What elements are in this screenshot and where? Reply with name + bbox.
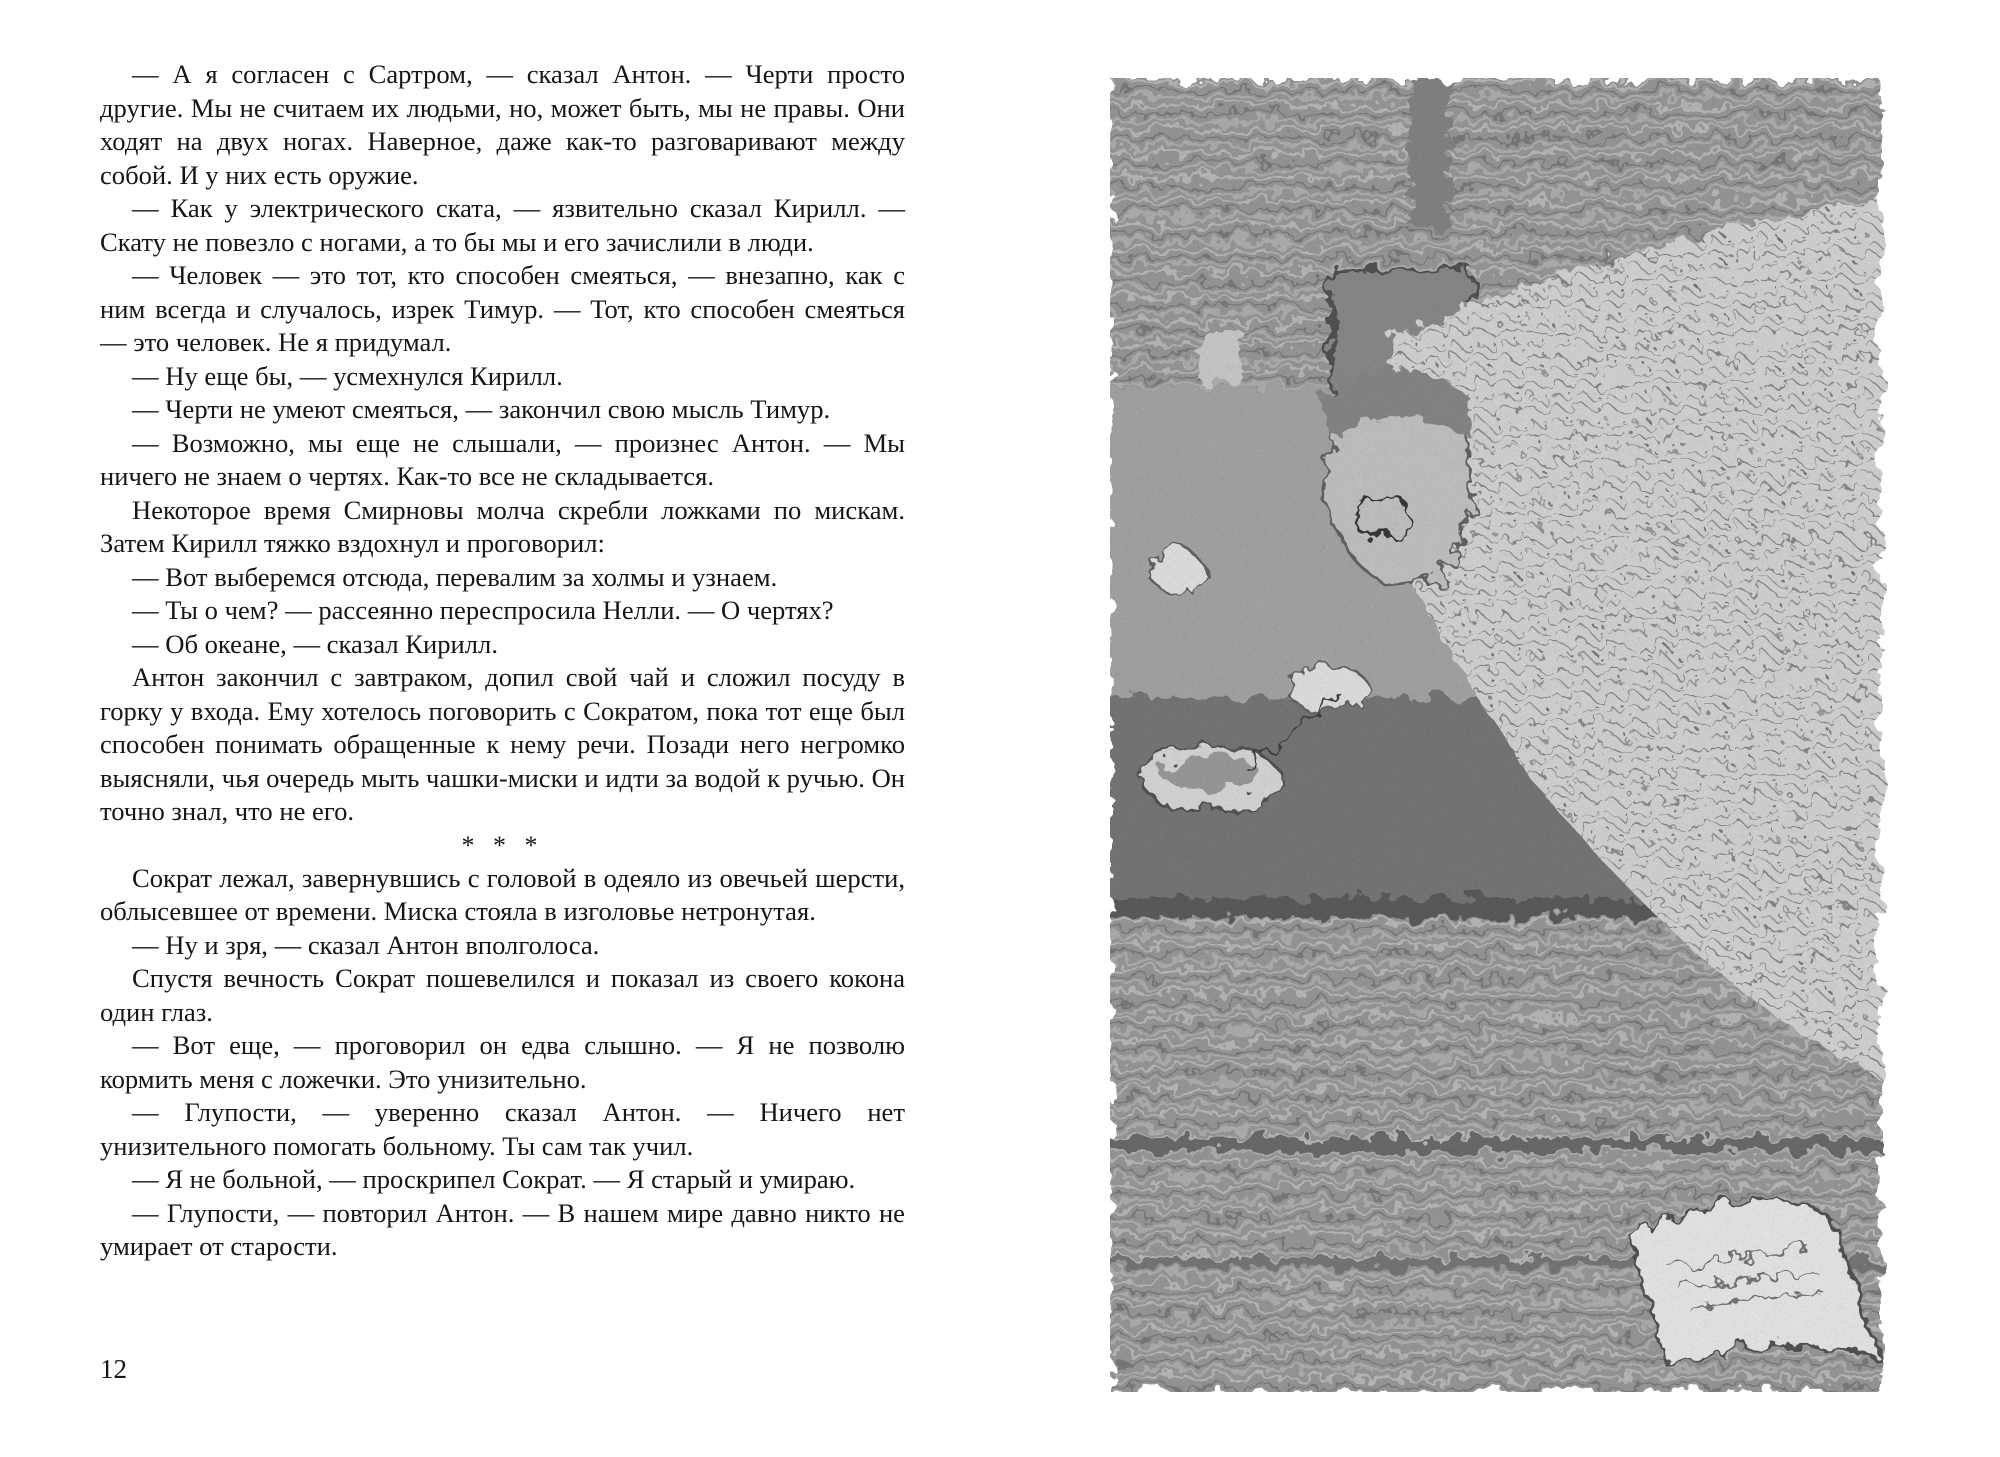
paragraph: — Ну еще бы, — усмехнулся Кирилл. [132, 360, 563, 391]
paragraph: Спустя вечность Сократ пошевелился и показал из своего кокона один глаз. [100, 963, 905, 1027]
paragraph: — Черти не умеют смеяться, — закончил свою мысль Тимур. [132, 394, 831, 424]
paragraph: — Человек — это тот, кто способен смеяться, — внезапно, как с ним всегда и случалось, изрек Тимур. — Тот, кто способен смеяться — это человек. Не я придумал. [100, 260, 905, 357]
paragraph: — Ты о чем? — рассеянно переспросила Нелли. — О чертях? [132, 595, 834, 625]
text-column [100, 58, 905, 1264]
paragraph: Сократ лежал, завернувшись с головой в одеяло из овечьей шерсти, облысевшее от времени. Миска стояла в изголовье нетронутая. [100, 862, 905, 926]
page-number: 12 [100, 1354, 127, 1384]
paragraph: — Как у электрического ската, — язвительно сказал Кирилл. — Скату не повезло с ногами, а то бы мы и его зачислили в люди. [100, 193, 905, 257]
paragraph: Некоторое время Смирновы молча скребли ложками по мискам. Затем Кирилл тяжко вздохнул и проговорил: [100, 494, 905, 558]
illustration-svg [1110, 78, 1940, 1392]
section-break: * * * [461, 830, 544, 860]
paragraph: Антон закончил с завтраком, допил свой чай и сложил посуду в горку у входа. Ему хотелось поговорить с Сократом, пока тот еще был способен понимать обращенные к нему речи. Позади него негромко выясняли, чья очередь мыть чашки-миски и идти за водой к ручью. Он точно знал, что не его. [100, 662, 906, 826]
paragraph: — Возможно, мы еще не слышали, — произнес Антон. — Мы ничего не знаем о чертях. Как-то все не складывается. [100, 427, 905, 491]
pencil-sketch-illustration [1110, 78, 1940, 1392]
paragraph: — Глупости, — повторил Антон. — В нашем мире давно никто не умирает от старости. [100, 1197, 905, 1261]
paragraph: — Ну и зря, — сказал Антон вполголоса. [132, 929, 600, 960]
paragraph: — А я согласен с Сартром, — сказал Антон. — Черти просто другие. Мы не считаем их людьми, но, может быть, мы не правы. Они ходят на двух ногах. Наверное, даже как-то разговаривают между собой. И у них есть оружие. [100, 59, 905, 190]
paragraph: — Глупости, — уверенно сказал Антон. — Ничего нет унизительного помогать больному. Ты сам так учил. [100, 1097, 905, 1161]
paragraph: — Я не больной, — проскрипел Сократ. — Я старый и умираю. [132, 1164, 856, 1194]
paragraph: — Об океане, — сказал Кирилл. [132, 628, 498, 659]
paragraph: — Вот выберемся отсюда, перевалим за холмы и узнаем. [132, 561, 778, 592]
sketch-body [1110, 78, 1880, 1392]
paragraph: — Вот еще, — проговорил он едва слышно. — Я не позволю кормить меня с ложечки. Это унизительно. [100, 1030, 905, 1094]
